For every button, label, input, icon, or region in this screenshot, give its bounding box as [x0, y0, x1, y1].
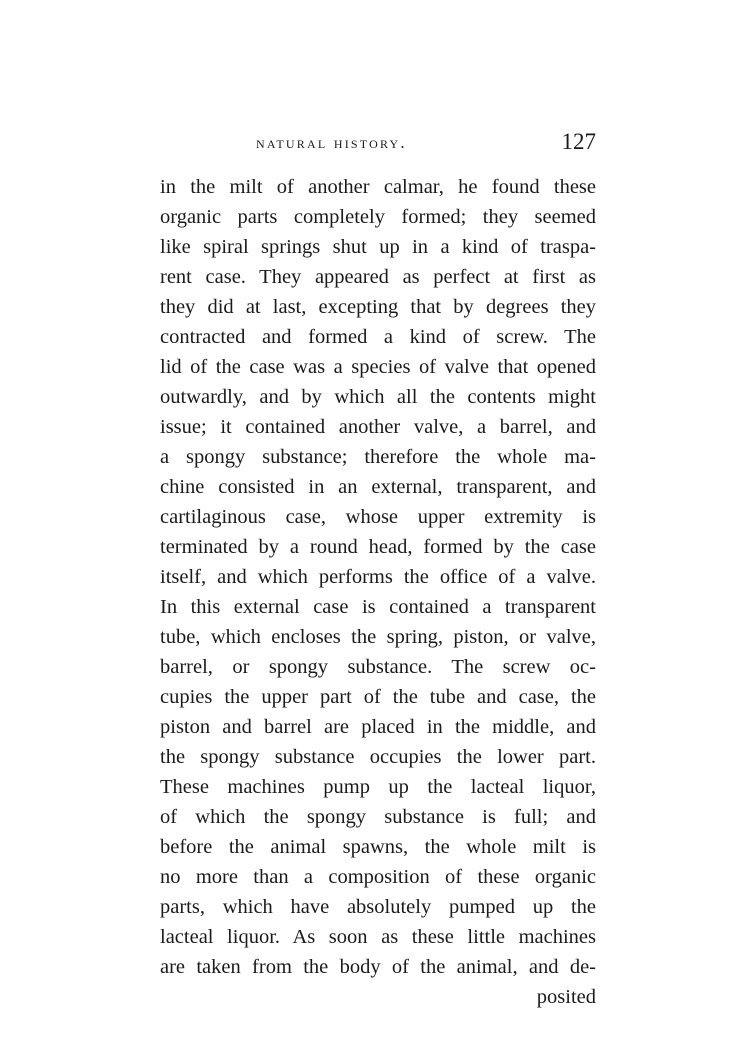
text-line: chine consisted in an external, transparent, and	[160, 476, 596, 498]
text-line: rent case. They appeared as perfect at first as	[160, 266, 596, 288]
text-line: lid of the case was a species of valve that opened	[160, 356, 596, 378]
text-line: no more than a composition of these organic	[160, 866, 596, 888]
text-line: tube, which encloses the spring, piston, or valve,	[160, 626, 596, 648]
text-line: terminated by a round head, formed by the case	[160, 536, 596, 558]
text-line: In this external case is contained a transparent	[160, 596, 596, 618]
text-line: like spiral springs shut up in a kind of traspa-	[160, 236, 596, 258]
catchword: posited	[536, 986, 596, 1008]
text-line: lacteal liquor. As soon as these little machines	[160, 926, 596, 948]
text-line: parts, which have absolutely pumped up the	[160, 896, 596, 918]
text-line: outwardly, and by which all the contents might	[160, 386, 596, 408]
text-line: a spongy substance; therefore the whole ma-	[160, 446, 596, 468]
text-line: they did at last, excepting that by degrees they	[160, 296, 596, 318]
text-line: are taken from the body of the animal, and de-	[160, 956, 596, 978]
text-line: organic parts completely formed; they seemed	[160, 206, 596, 228]
text-line: in the milt of another calmar, he found these	[160, 176, 596, 198]
text-line: cupies the upper part of the tube and case, the	[160, 686, 596, 708]
text-line: piston and barrel are placed in the middle, and	[160, 716, 596, 738]
text-line: the spongy substance occupies the lower part.	[160, 746, 596, 768]
running-head	[160, 129, 596, 159]
page-number: 127	[561, 129, 596, 154]
text-line: itself, and which performs the office of a valve.	[160, 566, 596, 588]
text-line: before the animal spawns, the whole milt is	[160, 836, 596, 858]
text-line: contracted and formed a kind of screw. The	[160, 326, 596, 348]
text-line: issue; it contained another valve, a barrel, and	[160, 416, 596, 438]
body-text	[160, 172, 596, 1012]
text-line: cartilaginous case, whose upper extremity is	[160, 506, 596, 528]
text-line: of which the spongy substance is full; and	[160, 806, 596, 828]
text-line: barrel, or spongy substance. The screw oc-	[160, 656, 596, 678]
text-line: These machines pump up the lacteal liquor,	[160, 776, 596, 798]
running-title: natural history.	[256, 133, 407, 152]
